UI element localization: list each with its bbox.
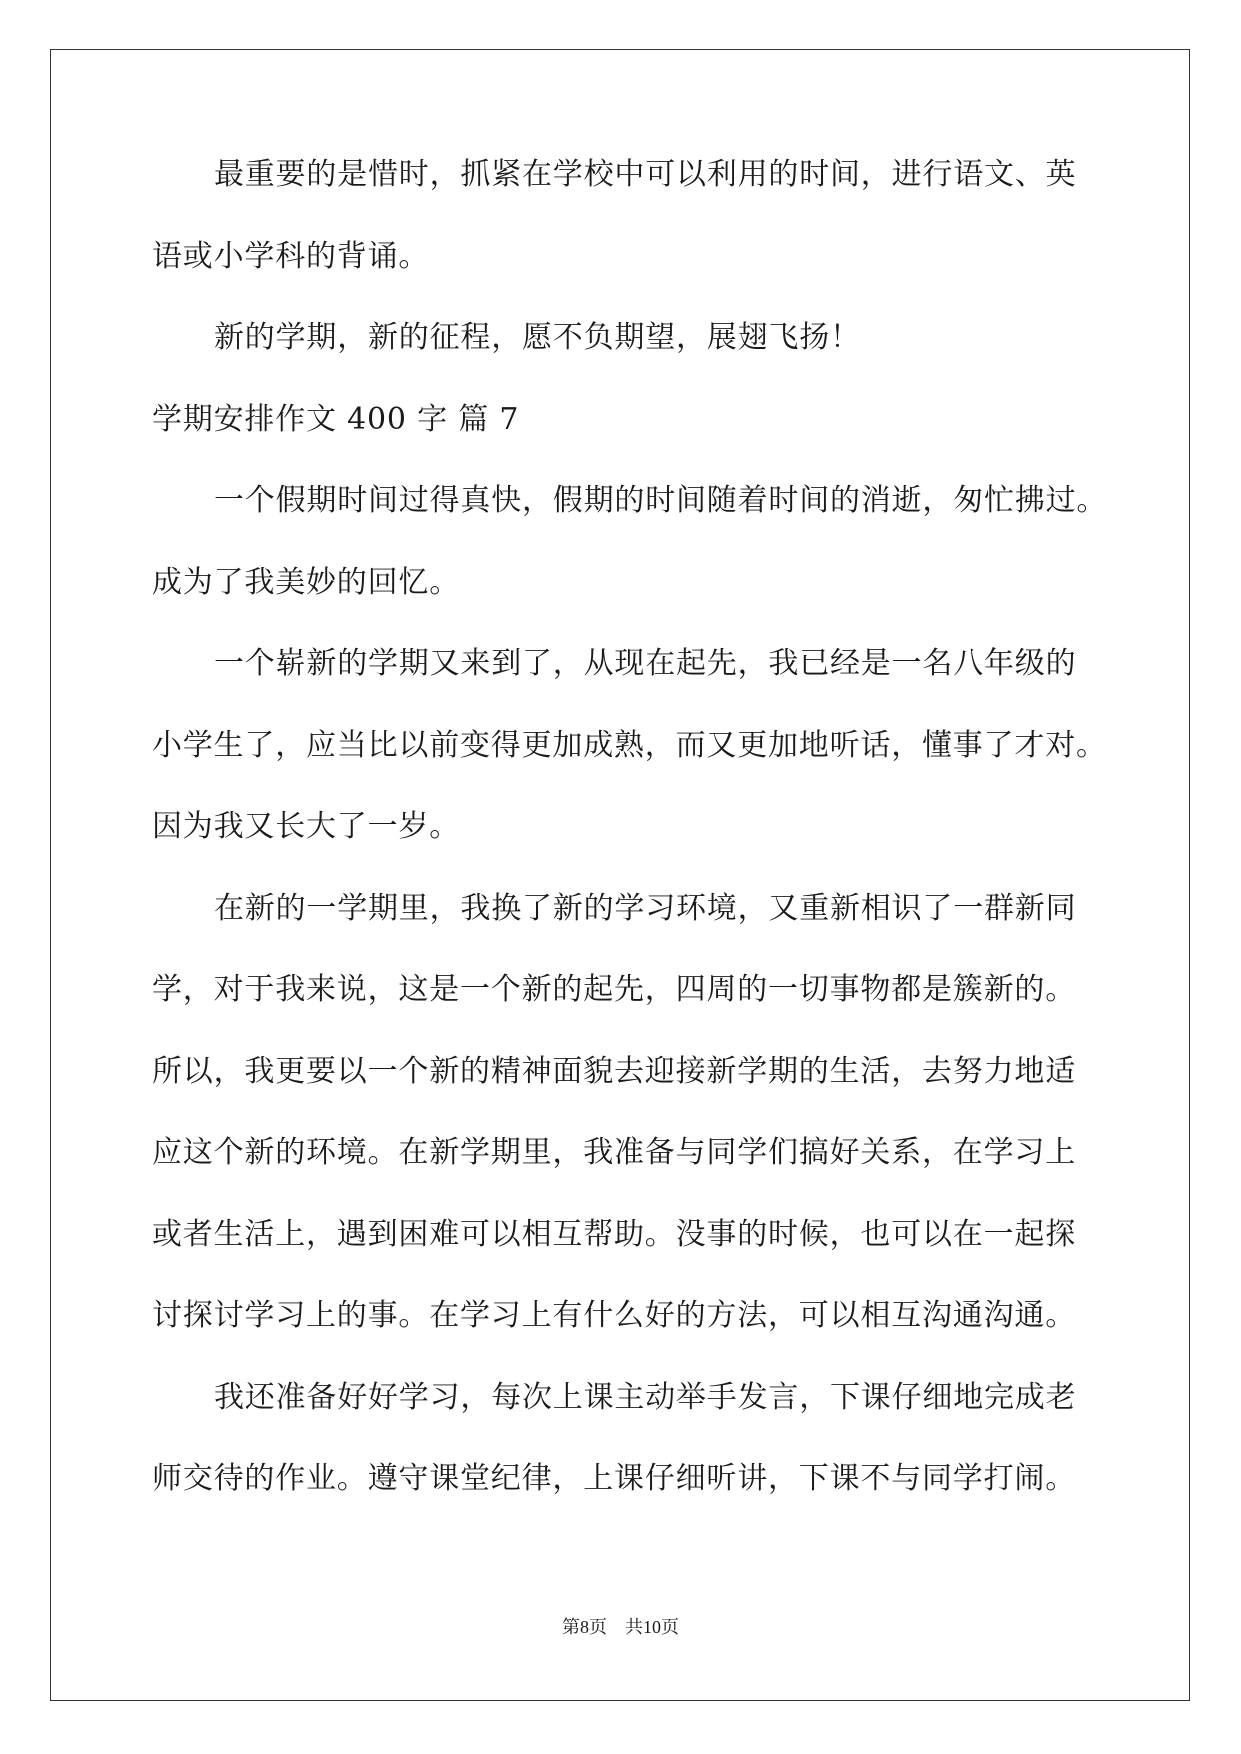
paragraph-line: 一个假期时间过得真快，假期的时间随着时间的消逝，匆忙拂过。: [214, 483, 1108, 518]
paragraph-line: 所以，我更要以一个新的精神面貌去迎接新学期的生活，去努力地适: [152, 1053, 1076, 1089]
page-number-current: 第8页: [562, 1617, 607, 1637]
paragraph-line: 在新的一学期里，我换了新的学习环境，又重新相识了一群新同: [214, 890, 1077, 926]
paragraph-line: 学，对于我来说，这是一个新的起先，四周的一切事物都是簇新的。: [152, 972, 1076, 1007]
paragraph-line: 或者生活上，遇到困难可以相互帮助。没事的时候，也可以在一起探: [152, 1216, 1076, 1252]
paragraph-line: 最重要的是惜时，抓紧在学校中可以利用的时间，进行语文、英: [214, 157, 1077, 192]
paragraph-line: 应这个新的环境。在新学期里，我准备与同学们搞好关系，在学习上: [152, 1135, 1076, 1170]
page-number-total: 共10页: [625, 1617, 679, 1637]
paragraph-line: 因为我又长大了一岁。: [152, 809, 460, 844]
paragraph-line: 成为了我美妙的回忆。: [152, 564, 460, 600]
paragraph-line: 讨探讨学习上的事。在学习上有什么好的方法，可以相互沟通沟通。: [152, 1298, 1076, 1333]
section-heading: 学期安排作文 400 字 篇 7: [152, 401, 520, 437]
paragraph-line: 小学生了，应当比以前变得更加成熟，而又更加地听话，懂事了才对。: [152, 727, 1107, 763]
document-body: [152, 157, 1108, 1546]
paragraph-line: 我还准备好好学习，每次上课主动举手发言，下课仔细地完成老: [214, 1379, 1077, 1415]
paragraph-line: 师交待的作业。遵守课堂纪律，上课仔细听讲，下课不与同学打闹。: [152, 1461, 1076, 1496]
page-footer: [0, 1613, 1241, 1639]
paragraph-line: 一个崭新的学期又来到了，从现在起先，我已经是一名八年级的: [214, 646, 1077, 681]
paragraph-line: 新的学期，新的征程，愿不负期望，展翅飞扬！: [214, 320, 861, 355]
paragraph-line: 语或小学科的背诵。: [152, 238, 430, 274]
